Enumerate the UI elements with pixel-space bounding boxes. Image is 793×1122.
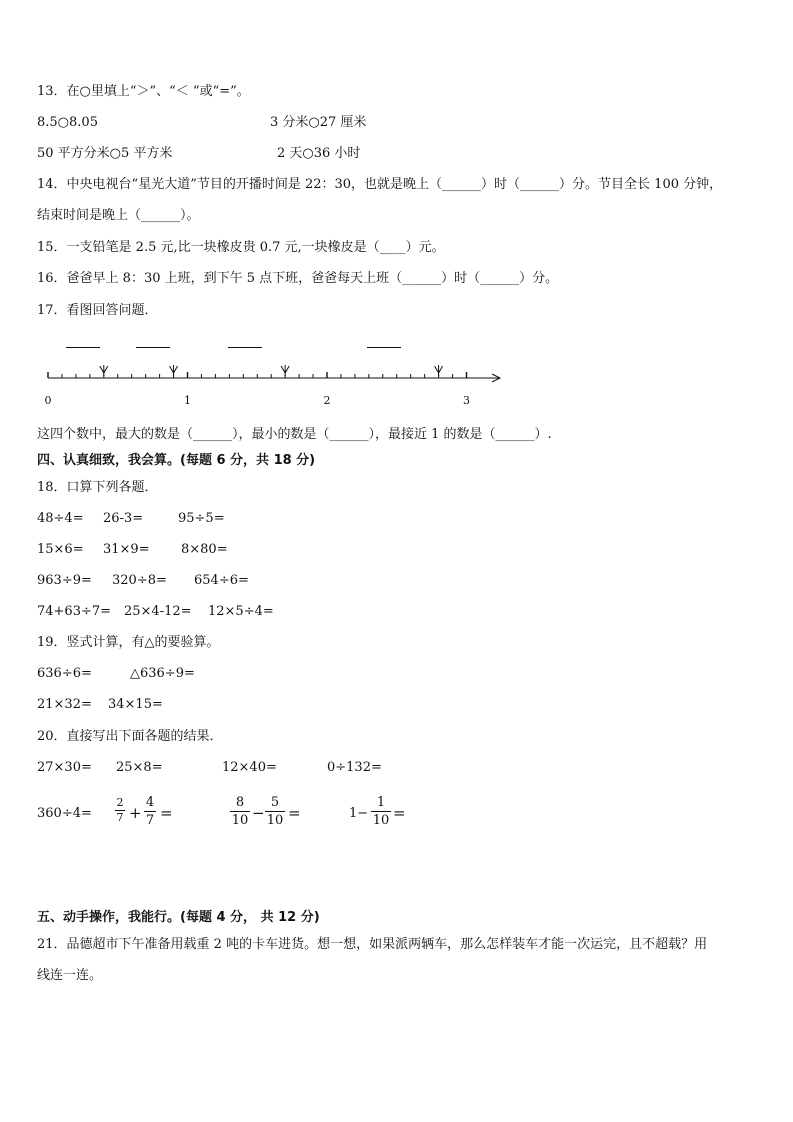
q19-prompt: 19．竖式计算，有△的要验算。 bbox=[37, 635, 220, 650]
q18-r2-c1: 15×6= bbox=[37, 542, 84, 557]
q20-r2-c1: 360÷4= bbox=[37, 806, 92, 821]
q18-r4-c2: 25×4-12= bbox=[124, 604, 192, 619]
q13-item-b: 3 分米○27 厘米 bbox=[270, 115, 367, 130]
q20-r1-c2: 25×8= bbox=[116, 760, 163, 775]
equals-sign: = bbox=[288, 804, 301, 822]
answer-blank-1[interactable] bbox=[66, 347, 100, 348]
fraction: 1 10 bbox=[372, 795, 390, 828]
q20-r1-c3: 12×40= bbox=[222, 760, 277, 775]
q18-prompt: 18．口算下列各题． bbox=[37, 480, 158, 495]
q18-r4-c1: 74+63÷7= bbox=[37, 604, 112, 619]
q14-line1: 14．中央电视台“星光大道”节目的开播时间是 22：30，也就是晚上（______）时（______）分。节目全长 100 分钟， bbox=[37, 177, 723, 192]
q18-r2-c3: 8×80= bbox=[181, 542, 228, 557]
q20-r1-c4: 0÷132= bbox=[327, 760, 382, 775]
fraction: 2 7 bbox=[116, 796, 124, 824]
equals-sign: = bbox=[160, 804, 173, 822]
down-arrow-icon bbox=[100, 365, 108, 376]
q20-prompt: 20．直接写出下面各题的结果． bbox=[37, 729, 223, 744]
q17-question: 这四个数中，最大的数是（______），最小的数是（______），最接近 1 的数是（______）. bbox=[37, 427, 552, 442]
q17-prompt: 17．看图回答问题． bbox=[37, 303, 158, 318]
q15-text: 15．一支铅笔是 2.5 元,比一块橡皮贵 0.7 元,一块橡皮是（____）元。 bbox=[37, 240, 445, 255]
number-line bbox=[0, 355, 793, 415]
fraction: 5 10 bbox=[266, 795, 284, 828]
q18-r1-c3: 95÷5= bbox=[178, 511, 225, 526]
q13-item-d: 2 天○36 小时 bbox=[277, 146, 361, 161]
down-arrow-icon bbox=[435, 365, 443, 376]
q19-r2-c1: 21×32= bbox=[37, 697, 92, 712]
fraction: 4 7 bbox=[145, 795, 155, 828]
q18-r1-c2: 26-3= bbox=[103, 511, 144, 526]
tick-label: 1 bbox=[184, 394, 191, 407]
q21-line1: 21．品德超市下午准备用载重 2 吨的卡车进货。想一想，如果派两辆车，那么怎样装车才能一次运完，且不超载？用 bbox=[37, 937, 708, 952]
q13-item-c: 50 平方分米○5 平方米 bbox=[37, 146, 173, 161]
answer-blank-2[interactable] bbox=[136, 347, 170, 348]
q18-r1-c1: 48÷4= bbox=[37, 511, 84, 526]
q20-r1-c1: 27×30= bbox=[37, 760, 92, 775]
plus-sign: + bbox=[129, 804, 142, 822]
q18-r2-c2: 31×9= bbox=[103, 542, 150, 557]
tick-label: 3 bbox=[463, 394, 470, 407]
section4-title: 四、认真细致，我会算。(每题 6 分，共 18 分) bbox=[37, 453, 316, 468]
fraction: 8 10 bbox=[231, 795, 249, 828]
q14-line2: 结束时间是晚上（______）。 bbox=[37, 208, 200, 223]
q18-r4-c3: 12×5÷4= bbox=[208, 604, 274, 619]
q19-r2-c2: 34×15= bbox=[108, 697, 163, 712]
q19-r1-c1: 636÷6= bbox=[37, 666, 92, 681]
q18-r3-c2: 320÷8= bbox=[112, 573, 167, 588]
q18-r3-c1: 963÷9= bbox=[37, 573, 92, 588]
q19-r1-c2: △636÷9= bbox=[130, 666, 195, 681]
q13-item-a: 8.5○8.05 bbox=[37, 115, 98, 130]
down-arrow-icon bbox=[170, 365, 178, 376]
tick-label: 0 bbox=[44, 394, 52, 407]
answer-blank-3[interactable] bbox=[228, 347, 262, 348]
equals-sign: = bbox=[393, 804, 406, 822]
section5-title: 五、动手操作，我能行。(每题 4 分， 共 12 分) bbox=[37, 910, 320, 925]
q13-prompt: 13．在○里填上“＞”、“＜ ”或“=”。 bbox=[37, 84, 250, 99]
minus-sign: − bbox=[252, 804, 265, 822]
whole-minus: 1− bbox=[349, 806, 369, 821]
q21-line2: 线连一连。 bbox=[37, 968, 103, 983]
q16-text: 16．爸爸早上 8：30 上班，到下午 5 点下班，爸爸每天上班（______）时（______）分。 bbox=[37, 271, 559, 286]
tick-label: 2 bbox=[323, 394, 331, 407]
down-arrow-icon bbox=[281, 365, 289, 376]
q18-r3-c3: 654÷6= bbox=[194, 573, 249, 588]
answer-blank-4[interactable] bbox=[367, 347, 401, 348]
